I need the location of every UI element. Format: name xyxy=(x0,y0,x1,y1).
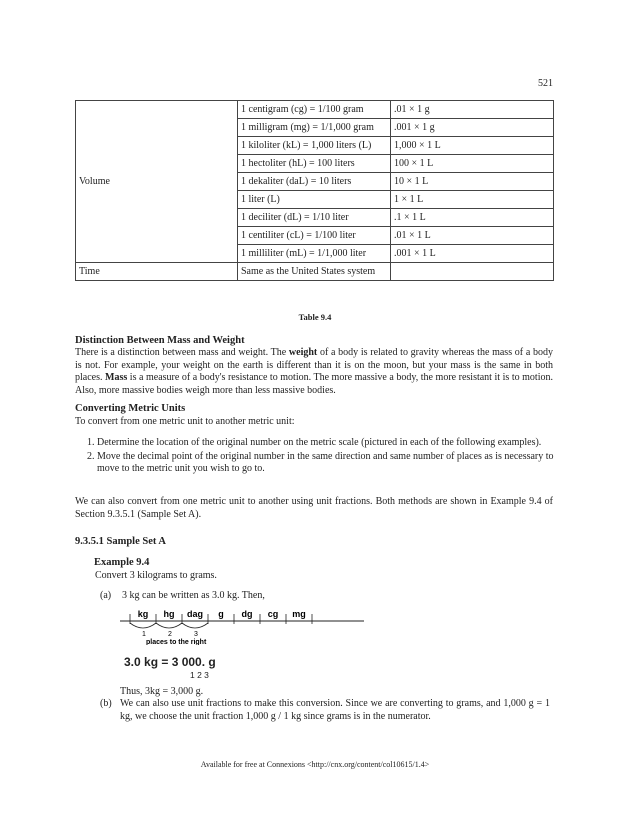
thus-statement: Thus, 3kg = 3,000 g. xyxy=(120,686,204,697)
table-cell-unit: 1 milliliter (mL) = 1/1,000 liter xyxy=(238,245,391,263)
scale-unit-mg: mg xyxy=(292,609,306,619)
table-cell-equivalent: .001 × 1 g xyxy=(391,119,554,137)
page-footer: Available for free at Connexions <http://cnx.org/content/col10615/1.4> xyxy=(200,760,430,769)
place-number-1: 1 xyxy=(142,631,146,638)
section-heading-converting: Converting Metric Units xyxy=(75,403,186,414)
section-heading-mass-weight: Distinction Between Mass and Weight xyxy=(75,335,245,346)
conversion-place-markers: 1 2 3 xyxy=(190,670,209,680)
page-number: 521 xyxy=(538,78,553,89)
table-row xyxy=(76,263,554,281)
table-cell-equivalent: 1,000 × 1 L xyxy=(391,137,554,155)
places-label: places to the right xyxy=(146,639,207,645)
table-cell-unit: 1 dekaliter (daL) = 10 liters xyxy=(238,173,391,191)
example-title: Example 9.4 xyxy=(94,557,150,568)
scale-unit-hg: hg xyxy=(163,609,175,619)
table-cell-category: Volume xyxy=(76,101,238,263)
paragraph-converting-intro: To convert from one metric unit to another metric unit: xyxy=(75,416,295,427)
table-cell-equivalent: 1 × 1 L xyxy=(391,191,554,209)
table-caption: Table 9.4 xyxy=(298,312,332,322)
part-a-text: 3 kg can be written as 3.0 kg. Then, xyxy=(122,590,265,601)
part-b-label: (b) xyxy=(100,698,112,709)
table-row xyxy=(76,101,554,119)
table-cell-equivalent: .01 × 1 L xyxy=(391,227,554,245)
paragraph-mass-weight: There is a distinction between mass and weight. The weight of a body is related to gravity whereas the mass of a body is not. For example, your weight on the earth is different than it is on the moon, but your mass is the same in both places. Mass is a measure of a body's resistance to motion. The more massive a body, the more resistant it is to motion. Also, more massive bodies weigh more than less massive bodies. xyxy=(75,347,553,396)
scale-unit-cg: cg xyxy=(267,609,279,619)
part-a-label: (a) xyxy=(100,590,112,601)
conversion-steps-list xyxy=(75,437,567,477)
table-cell-equivalent: 100 × 1 L xyxy=(391,155,554,173)
table-cell-unit: 1 hectoliter (hL) = 100 liters xyxy=(238,155,391,173)
table-cell-unit: 1 deciliter (dL) = 1/10 liter xyxy=(238,209,391,227)
list-item: 2. Move the decimal point of the original number in the same direction and same number of places as is necessary to move to the metric unit you wish to go to. xyxy=(97,451,567,476)
table-cell-unit: 1 kiloliter (kL) = 1,000 liters (L) xyxy=(238,137,391,155)
part-b-text: We can also use unit fractions to make this conversion. Since we are converting to grams, and 1,000 g = 1 kg, we choose the unit fraction 1,000 g / 1 kg since grams is in the numerator. xyxy=(120,698,550,722)
table-cell-unit: Same as the United States system xyxy=(238,263,391,281)
metric-units-table xyxy=(75,100,554,281)
place-number-3: 3 xyxy=(194,631,198,638)
table-cell-category: Time xyxy=(76,263,238,281)
list-item: 1. Determine the location of the original number on the metric scale (pictured in each of the following examples). xyxy=(97,437,567,450)
table-cell-equivalent: .1 × 1 L xyxy=(391,209,554,227)
conversion-result: 3.0 kg = 3 000. g xyxy=(124,655,216,669)
paragraph-unit-fractions: We can also convert from one metric unit to another using unit fractions. Both methods are shown in Example 9.4 of Section 9.3.5.1 (Sample Set A). xyxy=(75,496,553,520)
table-cell-unit: 1 liter (L) xyxy=(238,191,391,209)
example-prompt: Convert 3 kilograms to grams. xyxy=(95,570,217,581)
table-cell-equivalent: .01 × 1 g xyxy=(391,101,554,119)
scale-unit-kg: kg xyxy=(137,609,149,619)
table-cell-equivalent: .001 × 1 L xyxy=(391,245,554,263)
sample-set-heading: 9.3.5.1 Sample Set A xyxy=(75,536,167,547)
table-cell-equivalent: 10 × 1 L xyxy=(391,173,554,191)
place-number-2: 2 xyxy=(168,631,172,638)
scale-unit-dag: dag xyxy=(186,609,204,619)
metric-scale-diagram xyxy=(118,605,368,645)
table-cell-unit: 1 centigram (cg) = 1/100 gram xyxy=(238,101,391,119)
table-cell-unit: 1 milligram (mg) = 1/1,000 gram xyxy=(238,119,391,137)
scale-unit-g: g xyxy=(218,609,224,619)
table-cell-unit: 1 centiliter (cL) = 1/100 liter xyxy=(238,227,391,245)
scale-unit-dg: dg xyxy=(241,609,253,619)
table-cell-equivalent xyxy=(391,263,554,281)
